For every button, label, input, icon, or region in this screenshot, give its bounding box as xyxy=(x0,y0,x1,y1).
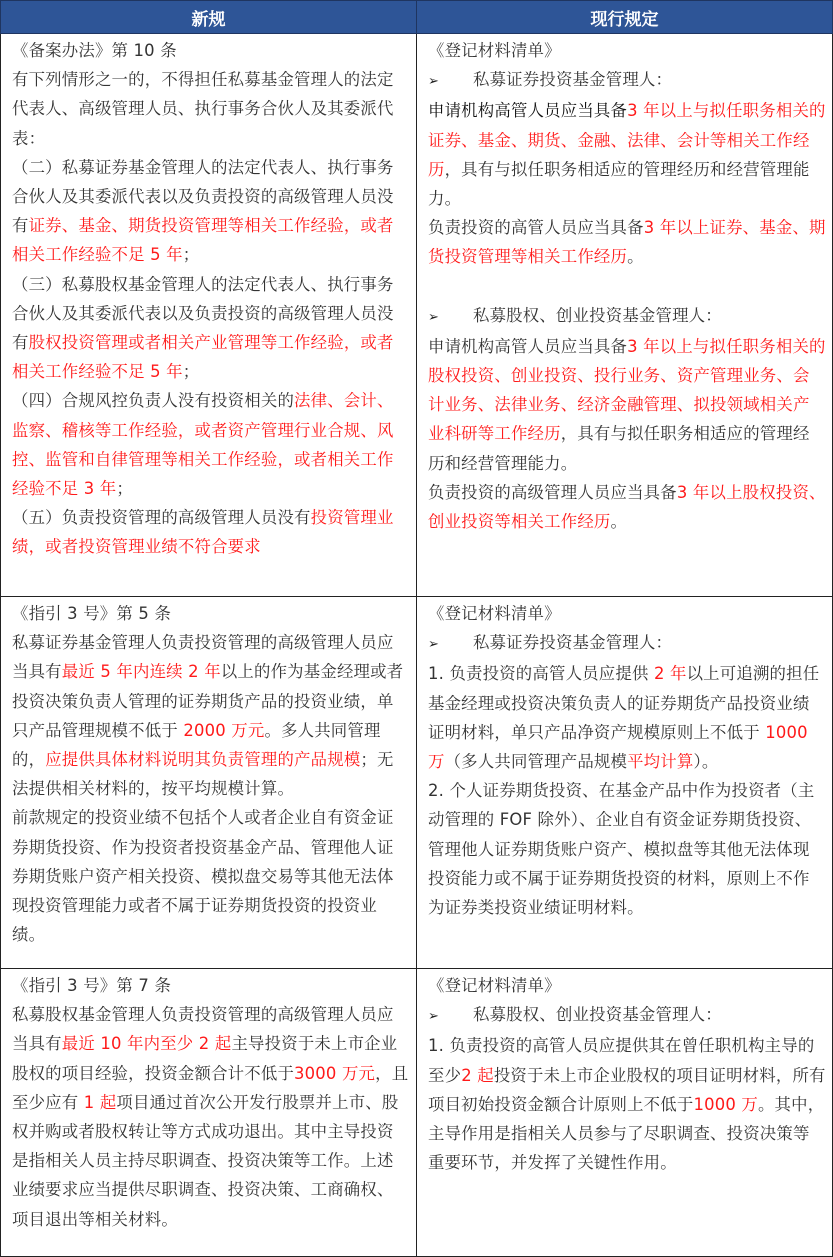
bullet-arrow-icon: ➢ xyxy=(428,637,440,653)
table-row xyxy=(1,969,833,1257)
rule-title: 《登记材料清单》 xyxy=(428,41,561,60)
paragraph: 1. 负责投资的高管人员应提供其在曾任职机构主导的至少2 起投资于未上市企业股权的项目证明材料，所有项目初始投资金额合计原则上不低于1000 万。其中，主导作用是指相关人员参与了尽职调查、投资决策等重要环节，并发挥了关键性作用。 xyxy=(428,1036,826,1173)
header-new-rules: 新规 xyxy=(1,1,417,34)
highlight-text: 最近 10 年内至少 2 起 xyxy=(61,1034,232,1054)
cell-new-rule xyxy=(1,34,417,597)
paragraph: 负责投资的高管人员应当具备3 年以上证券、基金、期货投资管理等相关工作经历。 xyxy=(428,218,826,267)
section-heading: ➢ 私募证券投资基金管理人： xyxy=(428,65,826,96)
highlight-text: 投资管理业绩，或者投资管理业绩不符合要求 xyxy=(12,508,394,557)
highlight-text: 3 年以上与拟任职务相关的股权投资、创业投资、投行业务、资产管理业务、会计业务、法律业务、经济金融管理、拟投领域相关产业科研等工作经历 xyxy=(428,336,826,444)
bullet-arrow-icon: ➢ xyxy=(428,1009,440,1025)
paragraph: 申请机构高管人员应当具备3 年以上与拟任职务相关的证券、基金、期货、金融、法律、会计等相关工作经历，具有与拟任职务相适应的管理经历和经营管理能力。 xyxy=(428,101,826,209)
rule-title: 《指引 3 号》第 7 条 xyxy=(12,976,172,995)
highlight-text: 2000 万元 xyxy=(183,720,265,740)
paragraph: 前款规定的投资业绩不包括个人或者企业自有资金证券期货投资、作为投资者投资基金产品、管理他人证券期货账户资产相关投资、模拟盘交易等其他无法体现投资管理能力或者不属于证券期货投资的投资业绩。 xyxy=(12,808,394,945)
rule-title: 《备案办法》第 10 条 xyxy=(12,41,177,60)
paragraph: （四）合规风控负责人没有投资相关的法律、会计、监察、稽核等工作经验，或者资产管理行业合规、风控、监管和自律管理等相关工作经验，或者相关工作经验不足 3 年； xyxy=(12,391,394,499)
highlight-text: 3 年以上证券、基金、期货投资管理等相关工作经历 xyxy=(428,218,826,267)
header-row xyxy=(1,1,833,34)
highlight-text: 3000 万元 xyxy=(294,1063,376,1083)
header-current-rules: 现行规定 xyxy=(417,1,833,34)
cell-new-rule xyxy=(1,969,417,1257)
highlight-text: 3 年以上股权投资、创业投资等相关工作经历 xyxy=(428,482,826,532)
highlight-text: 2 年 xyxy=(653,664,687,684)
section-heading: ➢ 私募证券投资基金管理人： xyxy=(428,628,826,659)
highlight-text: 1000 万 xyxy=(693,1094,758,1114)
paragraph: （二）私募证券基金管理人的法定代表人、执行事务合伙人及其委派代表以及负责投资的高级管理人员没有证券、基金、期货投资管理等相关工作经验，或者相关工作经验不足 5 年； xyxy=(12,157,394,265)
paragraph: 申请机构高管人员应当具备3 年以上与拟任职务相关的股权投资、创业投资、投行业务、资产管理业务、会计业务、法律业务、经济金融管理、拟投领域相关产业科研等工作经历，具有与拟任职务相适应的管理经历和经营管理能力。 xyxy=(428,336,826,473)
paragraph: 有下列情形之一的，不得担任私募基金管理人的法定代表人、高级管理人员、执行事务合伙人及其委派代表： xyxy=(12,70,394,148)
highlight-text: 证券、基金、期货投资管理等相关工作经验，或者相关工作经验不足 5 年 xyxy=(12,216,394,265)
bullet-arrow-icon: ➢ xyxy=(428,309,440,325)
rule-title: 《指引 3 号》第 5 条 xyxy=(12,604,172,623)
table-row xyxy=(1,34,833,597)
paragraph: （三）私募股权基金管理人的法定代表人、执行事务合伙人及其委派代表以及负责投资的高级管理人员没有股权投资管理或者相关产业管理等工作经验，或者相关工作经验不足 5 年； xyxy=(12,274,394,382)
paragraph: 1. 负责投资的高管人员应提供 2 年以上可追溯的担任基金经理或投资决策负责人的证券期货产品投资业绩证明材料，单只产品净资产规模原则上不低于 1000 万（多人共同管理产品规模平均计算）。 xyxy=(428,664,820,772)
cell-current-rule xyxy=(417,34,833,597)
highlight-text: 应提供具体材料说明其负责管理的产品规模 xyxy=(45,750,361,770)
bullet-arrow-icon: ➢ xyxy=(428,74,440,90)
highlight-text: 股权投资管理或者相关产业管理等工作经验，或者相关工作经验不足 5 年 xyxy=(12,333,394,382)
rule-title: 《登记材料清单》 xyxy=(428,976,561,995)
paragraph: （五）负责投资管理的高级管理人员没有投资管理业绩，或者投资管理业绩不符合要求 xyxy=(12,508,394,557)
cell-new-rule xyxy=(1,597,417,969)
rule-title: 《登记材料清单》 xyxy=(428,604,561,623)
cell-current-rule xyxy=(417,969,833,1257)
highlight-text: 最近 5 年内连续 2 年 xyxy=(61,662,221,682)
paragraph: 负责投资的高级管理人员应当具备3 年以上股权投资、创业投资等相关工作经历。 xyxy=(428,482,826,532)
highlight-text: 平均计算 xyxy=(627,752,694,772)
cell-current-rule xyxy=(417,597,833,969)
section-heading: ➢ 私募股权、创业投资基金管理人： xyxy=(428,301,826,332)
highlight-text: 3 年以上与拟任职务相关的证券、基金、期货、金融、法律、会计等相关工作经历 xyxy=(428,101,826,179)
table-row xyxy=(1,597,833,969)
spacer xyxy=(428,272,826,301)
section-heading: ➢ 私募股权、创业投资基金管理人： xyxy=(428,1000,826,1031)
highlight-text: 法律、会计、监察、稽核等工作经验，或者资产管理行业合规、风控、监管和自律管理等相关工作经验，或者相关工作经验不足 3 年 xyxy=(12,391,394,499)
paragraph: 2. 个人证券期货投资、在基金产品中作为投资者（主动管理的 FOF 除外）、企业自有资金证券期货投资、管理他人证券期货账户资产、模拟盘等其他无法体现投资能力或不属于证券期货投资的材料，原则上不作为证券类投资业绩证明材料。 xyxy=(428,781,815,918)
highlight-text: 1000 万 xyxy=(428,722,808,772)
paragraph: 私募股权基金管理人负责投资管理的高级管理人员应当具有最近 10 年内至少 2 起主导投资于未上市企业股权的项目经验，投资金额合计不低于3000 万元，且至少应有 1 起项目通过首次公开发行股票并上市、股权并购或者股权转让等方式成功退出。其中主导投资是指相关人员主持尽职调查、投资决策等工作。上述业绩要求应当提供尽职调查、投资决策、工商确权、项目退出等相关材料。 xyxy=(12,1005,409,1229)
paragraph: 私募证券基金管理人负责投资管理的高级管理人员应当具有最近 5 年内连续 2 年以上的作为基金经理或者投资决策负责人管理的证券期货产品的投资业绩，单只产品管理规模不低于 2000 万元。多人共同管理的，应提供具体材料说明其负责管理的产品规模；无法提供相关材料的，按平均规模计算。 xyxy=(12,633,404,799)
highlight-text: 2 起 xyxy=(461,1065,494,1085)
highlight-text: 1 起 xyxy=(83,1092,117,1112)
